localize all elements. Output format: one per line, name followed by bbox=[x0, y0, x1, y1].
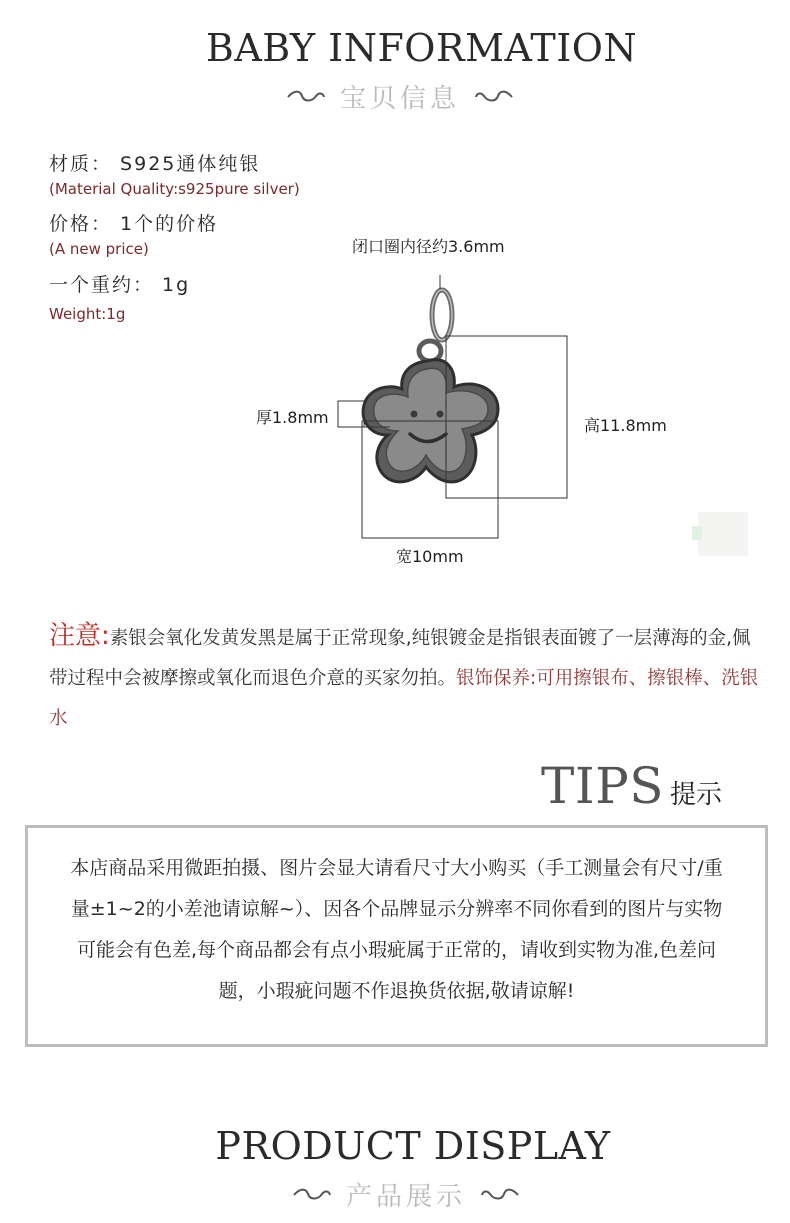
product-display-subtitle-row bbox=[0, 1176, 790, 1213]
left-swirl-icon bbox=[286, 90, 326, 104]
faint-thumbnail bbox=[698, 512, 748, 556]
tips-title: TIPS bbox=[541, 757, 664, 815]
spec-material-en: (Material Quality:s925pure silver) bbox=[49, 180, 300, 198]
width-label: 宽10mm bbox=[396, 547, 464, 566]
spec-price-en: (A new price) bbox=[49, 240, 149, 258]
right-swirl-icon bbox=[474, 90, 514, 104]
notice-text: 素银会氧化发黄发黑是属于正常现象,纯银镀金是指银表面镀了一层薄海的金,佩带过程中会被摩擦或氧化而退色介意的买家勿拍。 bbox=[49, 628, 751, 689]
tips-box bbox=[25, 825, 768, 1047]
spec-weight-en: Weight:1g bbox=[49, 305, 126, 323]
spec-price: 价格： 1个的价格 bbox=[49, 213, 219, 235]
silver-care-text: 银饰保养:可用擦银布、擦银棒、洗银水 bbox=[49, 668, 759, 729]
right-swirl-icon bbox=[480, 1188, 520, 1202]
baby-info-subtitle: 宝贝信息 bbox=[339, 84, 460, 114]
spec-material: 材质： S925通体纯银 bbox=[49, 153, 261, 175]
product-dimension-diagram bbox=[330, 275, 590, 545]
tips-body: 本店商品采用微距拍摄、图片会显大请看尺寸大小购买（手工测量会有尺寸/重量±1~2的小差池请谅解~）、因各个品牌显示分辨率不同你看到的图片与实物可能会有色差,每个商品都会有点小瑕疵属于正常的，请收到实物为准,色差问题，小瑕疵问题不作退换货依据,敬请谅解! bbox=[70, 857, 723, 1002]
product-display-title: PRODUCT DISPLAY bbox=[215, 1124, 611, 1168]
height-label: 高11.8mm bbox=[584, 416, 667, 435]
product-display-subtitle: 产品展示 bbox=[345, 1182, 466, 1212]
baby-info-subtitle-row bbox=[0, 78, 790, 115]
notice-paragraph bbox=[49, 616, 761, 739]
baby-info-title: BABY INFORMATION bbox=[205, 26, 638, 70]
green-marker bbox=[692, 526, 702, 540]
notice-label: 注意: bbox=[49, 621, 110, 651]
ring-inner-diameter-label: 闭口圈内径约3.6mm bbox=[352, 237, 505, 256]
spec-weight: 一个重约： 1g bbox=[49, 274, 191, 296]
tips-subtitle: 提示 bbox=[670, 780, 723, 810]
left-swirl-icon bbox=[292, 1188, 332, 1202]
thickness-label: 厚1.8mm bbox=[256, 408, 329, 427]
